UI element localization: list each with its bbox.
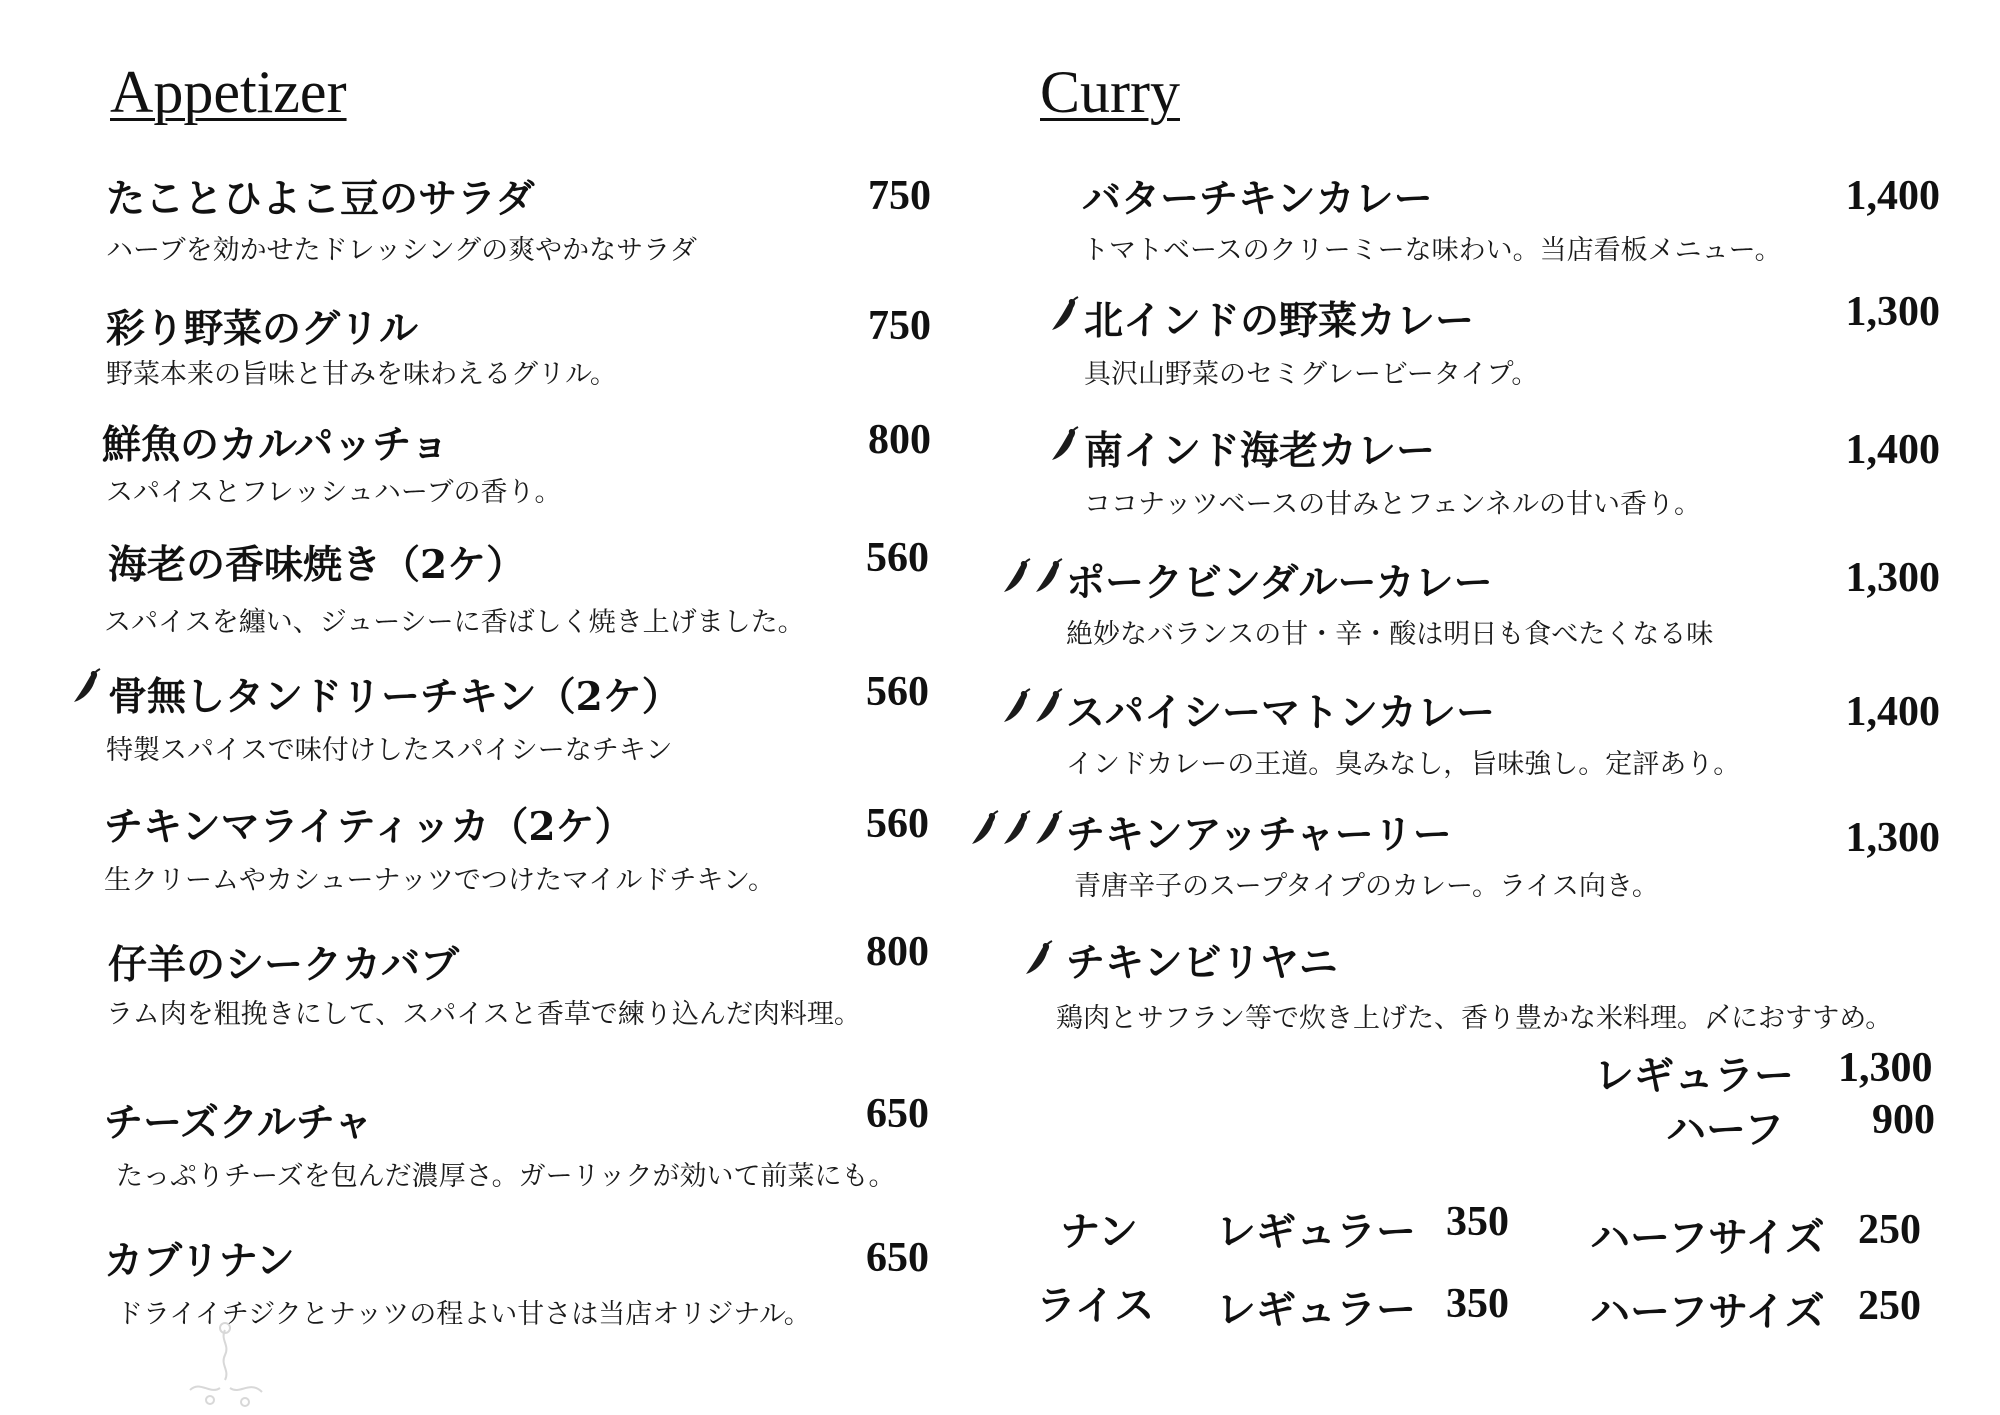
- appetizer-item-name: たことひよこ豆のサラダ: [106, 176, 535, 222]
- curry-item-price: 1,400: [1845, 173, 1940, 219]
- appetizer-item-price: 650: [866, 1235, 929, 1281]
- side-half-label: ハーフサイズ: [1590, 1214, 1825, 1261]
- biryani-regular-price: 1,300: [1838, 1045, 1933, 1091]
- appetizer-item-name: 骨無しタンドリーチキン（2ケ）: [108, 674, 681, 720]
- chili-pepper-icon: [968, 810, 1000, 850]
- curry-heading: Curry: [1040, 59, 1180, 125]
- appetizer-item-price: 560: [866, 669, 929, 715]
- curry-item-price: 1,300: [1845, 555, 1940, 601]
- appetizer-item-name: 鮮魚のカルパッチョ: [102, 422, 450, 468]
- curry-item-name: 北インドの野菜カレー: [1084, 298, 1475, 344]
- curry-item-desc: 絶妙なバランスの甘・辛・酸は明日も食べたくなる味: [1066, 619, 1714, 650]
- side-half-label: ハーフサイズ: [1590, 1288, 1825, 1335]
- appetizer-item-desc: 特製スパイスで味付けしたスパイシーなチキン: [106, 735, 673, 766]
- appetizer-item-desc: 野菜本来の旨味と甘みを味わえるグリル。: [106, 359, 617, 390]
- curry-item-price: 1,300: [1845, 815, 1940, 861]
- chili-pepper-icon: [1032, 688, 1064, 728]
- curry-item-price: 1,400: [1845, 427, 1940, 473]
- biryani-regular-label: レギュラー: [1594, 1052, 1794, 1099]
- chili-pepper-icon: [1000, 810, 1032, 850]
- appetizer-item-price: 650: [866, 1091, 929, 1137]
- spice-level: [1022, 940, 1054, 980]
- appetizer-item-desc: たっぷりチーズを包んだ濃厚さ。ガーリックが効いて前菜にも。: [116, 1161, 896, 1192]
- chili-pepper-icon: [1000, 688, 1032, 728]
- appetizer-item-price: 800: [866, 929, 929, 975]
- appetizer-item-desc: ラム肉を粗挽きにして、スパイスと香草で練り込んだ肉料理。: [106, 999, 861, 1030]
- chili-pepper-icon: [70, 668, 102, 708]
- side-regular-label: レギュラー: [1216, 1208, 1416, 1255]
- appetizer-item-name: チーズクルチャ: [104, 1100, 373, 1146]
- curry-item-price: 1,300: [1845, 289, 1940, 335]
- appetizer-item-desc: ハーブを効かせたドレッシングの爽やかなサラダ: [106, 235, 697, 266]
- appetizer-item-price: 560: [866, 535, 929, 581]
- chili-pepper-icon: [1000, 558, 1032, 598]
- curry-item-desc: トマトベースのクリーミーな味わい。当店看板メニュー。: [1082, 235, 1782, 266]
- curry-item-name: ポークビンダルーカレー: [1066, 560, 1493, 606]
- appetizer-item-desc: スパイスを纏い、ジューシーに香ばしく焼き上げました。: [104, 607, 805, 638]
- side-regular-label: レギュラー: [1216, 1286, 1416, 1333]
- spice-level: [1048, 426, 1080, 466]
- appetizer-item-desc: 生クリームやカシューナッツでつけたマイルドチキン。: [104, 865, 775, 896]
- curry-item-desc: 青唐辛子のスープタイプのカレー。ライス向き。: [1074, 871, 1659, 902]
- curry-item-desc: ココナッツベースの甘みとフェンネルの甘い香り。: [1084, 489, 1701, 520]
- appetizer-item-name: カブリナン: [104, 1238, 295, 1284]
- appetizer-item-name: 仔羊のシークカバブ: [108, 942, 460, 988]
- chili-pepper-icon: [1048, 426, 1080, 466]
- appetizer-item-desc: スパイスとフレッシュハーブの香り。: [106, 477, 562, 508]
- appetizer-item-name: 彩り野菜のグリル: [106, 306, 419, 352]
- biryani-half-label: ハーフ: [1666, 1106, 1784, 1153]
- curry-item-desc: 鶏肉とサフラン等で炊き上げた、香り豊かな米料理。〆におすすめ。: [1056, 1003, 1893, 1034]
- spice-level: [1048, 296, 1080, 336]
- curry-item-name: 南インド海老カレー: [1084, 428, 1436, 474]
- side-regular-price: 350: [1446, 1281, 1509, 1327]
- spice-level: [968, 810, 1064, 850]
- side-regular-price: 350: [1446, 1199, 1509, 1245]
- side-name: ライス: [1036, 1282, 1155, 1329]
- curry-item-name: チキンアッチャーリー: [1066, 812, 1452, 858]
- chili-pepper-icon: [1022, 940, 1054, 980]
- curry-item-name: スパイシーマトンカレー: [1066, 690, 1496, 736]
- appetizer-item-price: 750: [868, 173, 931, 219]
- curry-item-desc: 具沢山野菜のセミグレービータイプ。: [1084, 359, 1539, 390]
- appetizer-item-desc: ドライイチジクとナッツの程よい甘さは当店オリジナル。: [116, 1299, 811, 1330]
- appetizer-item-name: 海老の香味焼き（2ケ）: [108, 542, 526, 588]
- chili-pepper-icon: [1032, 810, 1064, 850]
- chili-pepper-icon: [1048, 296, 1080, 336]
- side-half-price: 250: [1858, 1207, 1921, 1253]
- biryani-half-price: 900: [1872, 1097, 1935, 1143]
- curry-item-price: 1,400: [1845, 689, 1940, 735]
- curry-item-name: チキンビリヤニ: [1066, 940, 1338, 986]
- spice-level: [70, 668, 102, 708]
- appetizer-item-price: 560: [866, 801, 929, 847]
- floral-ornament-icon: [170, 1320, 280, 1410]
- spice-level: [1000, 558, 1064, 598]
- spice-level: [1000, 688, 1064, 728]
- appetizer-heading: Appetizer: [110, 59, 347, 125]
- appetizer-item-price: 800: [868, 417, 931, 463]
- curry-item-name: バターチキンカレー: [1082, 176, 1433, 222]
- side-name: ナン: [1060, 1208, 1138, 1255]
- chili-pepper-icon: [1032, 558, 1064, 598]
- curry-item-desc: インドカレーの王道。臭みなし，旨味強し。定評あり。: [1066, 749, 1741, 780]
- appetizer-item-price: 750: [868, 303, 931, 349]
- side-half-price: 250: [1858, 1283, 1921, 1329]
- appetizer-item-name: チキンマライティッカ（2ケ）: [104, 804, 634, 850]
